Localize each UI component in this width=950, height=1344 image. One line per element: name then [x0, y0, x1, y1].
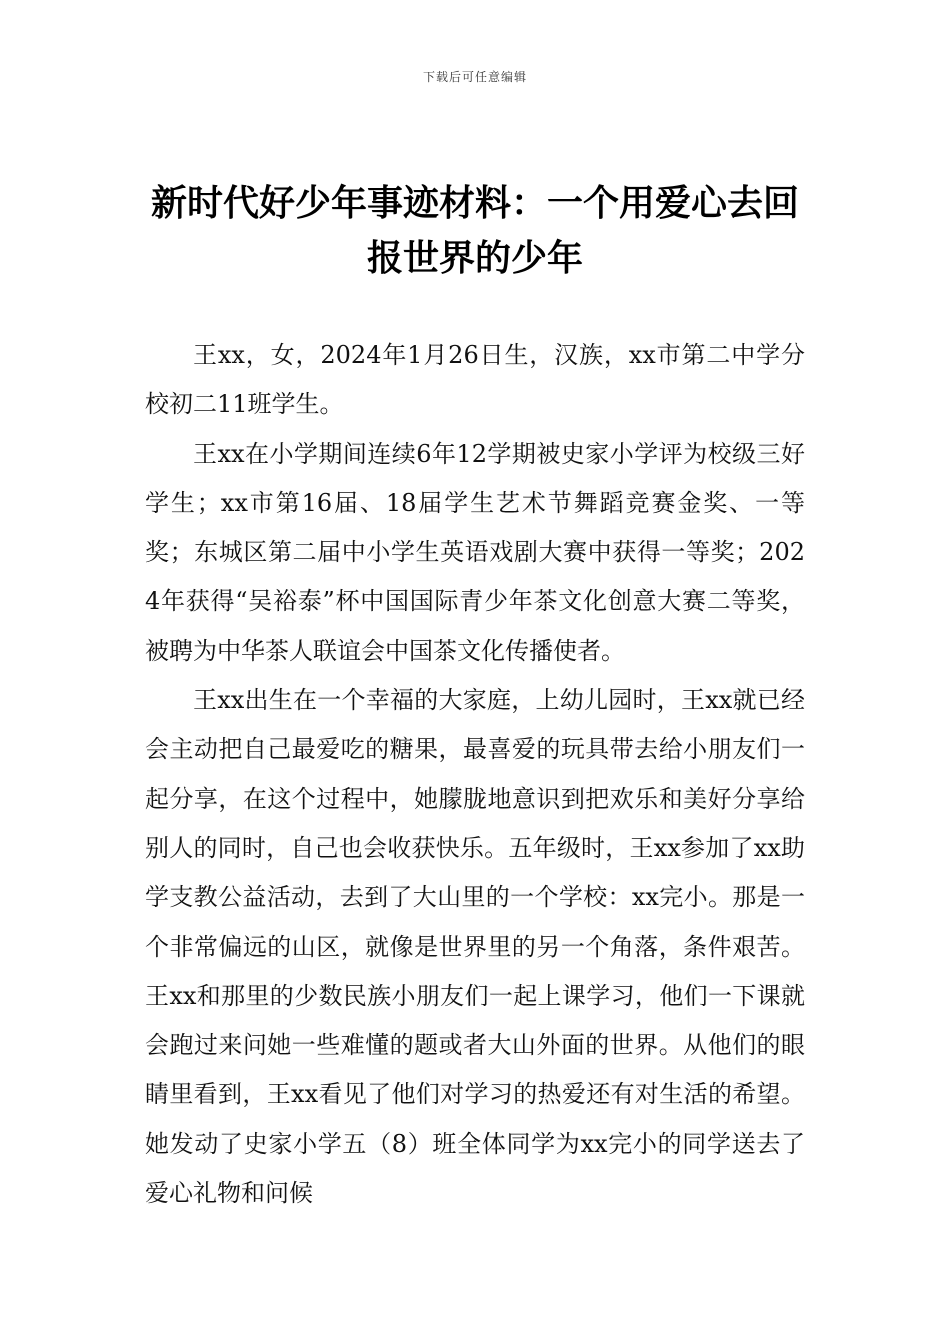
paragraph-1: 王xx，女，2024年1月26日生，汉族，xx市第二中学分校初二11班学生。: [145, 341, 805, 419]
page-header-note: 下载后可任意编辑: [422, 70, 527, 84]
document-body: [145, 331, 805, 1218]
paragraph-2: 王xx在小学期间连续6年12学期被史家小学评为校级三好学生；xx市第16届、18届学生艺术节舞蹈竞赛金奖、一等奖；东城区第二届中小学生英语戏剧大赛中获得一等奖；2024年获得“吴裕泰”杯中国国际青少年茶文化创意大赛二等奖，被聘为中华茶人联谊会中国茶文化传播使者。: [145, 439, 805, 665]
document-title: 新时代好少年事迹材料：一个用爱心去回报世界的少年: [150, 182, 799, 279]
paragraph-3: 王xx出生在一个幸福的大家庭，上幼儿园时，王xx就已经会主动把自己最爱吃的糖果，最喜爱的玩具带去给小朋友们一起分享，在这个过程中，她朦胧地意识到把欢乐和美好分享给别人的同时，自己也会收获快乐。五年级时，王xx参加了xx助学支教公益活动，去到了大山里的一个学校：xx完小。那是一个非常偏远的山区，就像是世界里的另一个角落，条件艰苦。王xx和那里的少数民族小朋友们一起上课学习，他们一下课就会跑过来问她一些难懂的题或者大山外面的世界。从他们的眼睛里看到，王xx看见了他们对学习的热爱还有对生活的希望。她发动了史家小学五（8）班全体同学为xx完小的同学送去了爱心礼物和问候: [145, 686, 805, 1208]
